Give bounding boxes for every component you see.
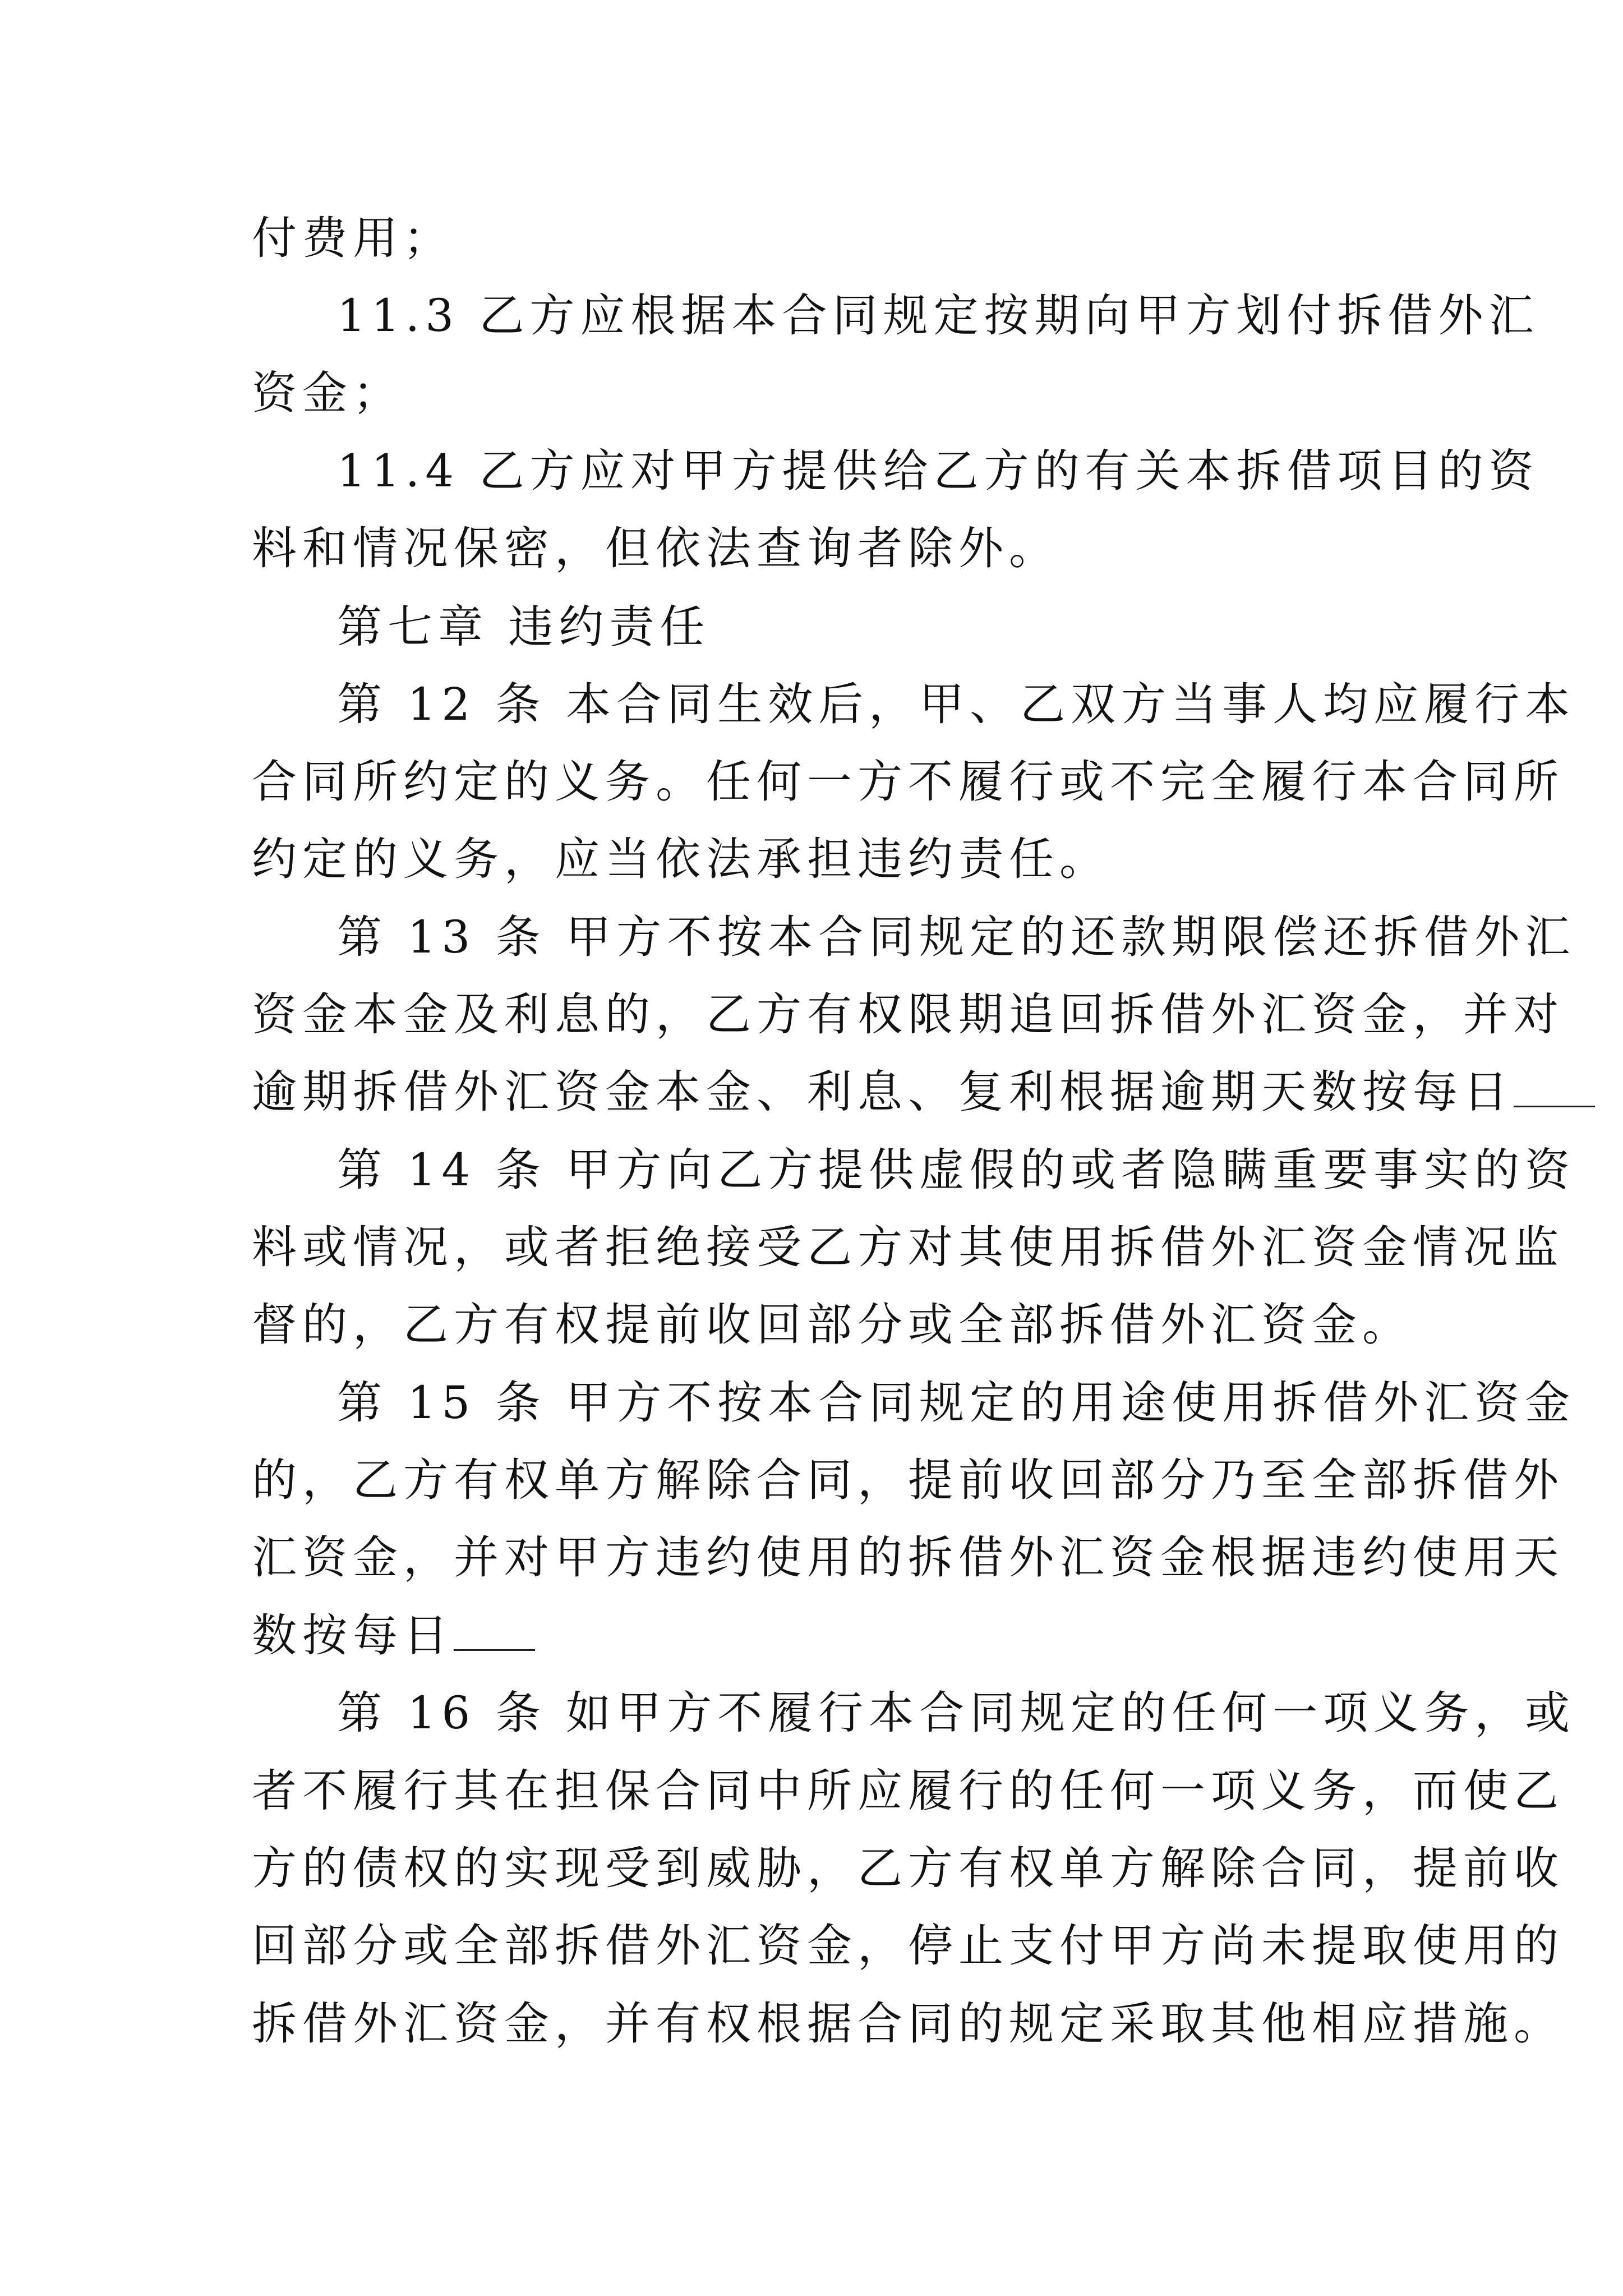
text-segment: 逾期拆借外汇资金本金、利息、复利根据逾期天数按每日 — [252, 1066, 1514, 1118]
text-line: 回部分或全部拆借外汇资金，停止支付甲方尚未提取使用的 — [252, 1920, 1564, 1972]
article-12: 第 12 条 本合同生效后，甲、乙双方当事人均应履行本 — [337, 678, 1576, 730]
text-line: 汇资金，并对甲方违约使用的拆借外汇资金根据违约使用天 — [252, 1531, 1564, 1584]
text-line: 料和情况保密，但依法查询者除外。 — [252, 522, 1059, 574]
text-line: 资金本金及利息的，乙方有权限期追回拆借外汇资金，并对 — [252, 988, 1564, 1041]
text-line: 付费用； — [252, 212, 454, 264]
article-15: 第 15 条 甲方不按本合同规定的用途使用拆借外汇资金 — [337, 1377, 1576, 1429]
clause-11-4: 11.4 乙方应对甲方提供给乙方的有关本拆借项目的资 — [337, 445, 1539, 497]
clause-11-3: 11.3 乙方应根据本合同规定按期向甲方划付拆借外汇 — [337, 289, 1539, 342]
text-line: 的，乙方有权单方解除合同，提前收回部分乃至全部拆借外 — [252, 1454, 1564, 1506]
text-segment: 数按每日 — [252, 1609, 454, 1662]
text-line-with-blank — [252, 1064, 1595, 1120]
text-line: 合同所约定的义务。任何一方不履行或不完全履行本合同所 — [252, 756, 1564, 808]
article-14: 第 14 条 甲方向乙方提供虚假的或者隐瞒重要事实的资 — [337, 1144, 1576, 1196]
text-line: 拆借外汇资金，并有权根据合同的规定采取其他相应措施。 — [252, 1998, 1564, 2050]
text-line: 约定的义务，应当依法承担违约责任。 — [252, 833, 1110, 885]
text-line: 督的，乙方有权提前收回部分或全部拆借外汇资金。 — [252, 1299, 1413, 1351]
article-13: 第 13 条 甲方不按本合同规定的还款期限偿还拆借外汇 — [337, 911, 1576, 963]
fill-in-blank — [1514, 1066, 1595, 1107]
text-line: 者不履行其在担保合同中所应履行的任何一项义务，而使乙 — [252, 1765, 1564, 1817]
text-line: 资金； — [252, 367, 403, 419]
text-line: 方的债权的实现受到威胁，乙方有权单方解除合同，提前收 — [252, 1842, 1564, 1894]
chapter-heading: 第七章 违约责任 — [337, 601, 711, 653]
text-line: 料或情况，或者拒绝接受乙方对其使用拆借外汇资金情况监 — [252, 1221, 1564, 1273]
article-16: 第 16 条 如甲方不履行本合同规定的任何一项义务，或 — [337, 1687, 1576, 1739]
fill-in-blank — [454, 1610, 535, 1651]
text-line-with-blank — [252, 1608, 535, 1664]
